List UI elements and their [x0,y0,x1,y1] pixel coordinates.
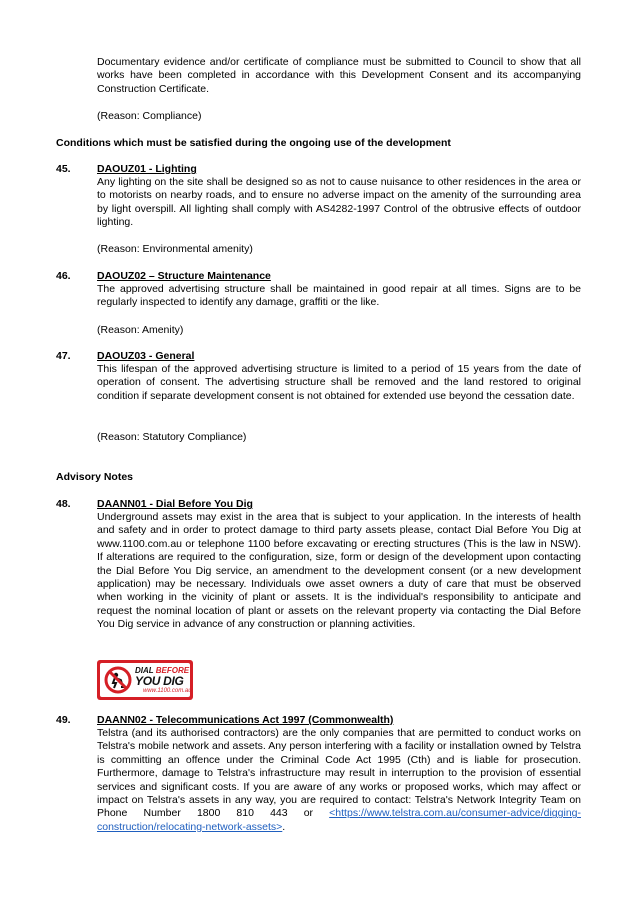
advisory-body-telecommunications-act [97,727,581,834]
condition-title-general: DAOUZ03 - General [97,350,195,362]
condition-reason-lighting: (Reason: Environmental amenity) [97,243,253,255]
section-heading-advisory-notes: Advisory Notes [56,471,134,483]
intro-paragraph: Documentary evidence and/or certificate of compliance must be submitted to Council to show that all works have been completed in accordance with this Development Consent and its accompanying Construction Certificate. [97,56,581,95]
logo-line1: DIAL BEFORE [135,666,190,675]
condition-title-lighting: DAOUZ01 - Lighting [97,163,197,175]
section-heading-ongoing-use: Conditions which must be satisfied during the ongoing use of the development [56,137,451,149]
condition-number: 47. [56,350,71,362]
condition-body-lighting: Any lighting on the site shall be designed so as not to cause nuisance to other residences in the area or to motorists on nearby roads, and to ensure no adverse impact on the amenity of the surrounding area by light overspill. All lighting shall comply with AS4282-1997 Control of the obtrusive effects of outdoor lighting. [97,176,581,229]
condition-reason-structure-maintenance: (Reason: Amenity) [97,324,184,336]
intro-reason: (Reason: Compliance) [97,110,202,122]
logo-line3: www.1100.com.au [143,688,192,694]
dial-before-you-dig-logo [97,660,193,700]
advisory-number: 49. [56,714,71,726]
advisory-body-dial-before-you-dig: Underground assets may exist in the area that is subject to your application. In the interests of health and safety and in order to protect damage to third party assets please, contact Dial Before You Dig at www.1100.com.au or telephone 1100 before excavating or erecting structures (This is the law in NSW). If alterations are required to the configuration, size, form or design of the development upon contacting the Dial Before You Dig service, an amendment to the development consent (or a new development application) may be necessary. Individuals owe asset owners a duty of care that must be observed when working in the vicinity of plant or assets. It is the individual's responsibility to anticipate and request the nominal location of plant or assets on the relevant property via contacting the Dial Before You Dig service in advance of any construction or planning activities. [97,511,581,631]
condition-title-structure-maintenance: DAOUZ02 – Structure Maintenance [97,270,271,282]
logo-panel [100,663,190,697]
condition-body-general: This lifespan of the approved advertising structure is limited to a period of 15 years from the date of operation of consent. The advertising structure shall be removed and the land restored to original condition if separate development consent is not obtained for extended use beyond the cessation date. [97,363,581,402]
advisory-title-dial-before-you-dig: DAANN01 - Dial Before You Dig [97,498,253,510]
logo-line2: YOU DIG [135,674,184,688]
advisory-title-telecommunications-act: DAANN02 - Telecommunications Act 1997 (Commonwealth) [97,714,394,726]
condition-reason-general: (Reason: Statutory Compliance) [97,431,247,443]
no-digging-icon [104,666,132,694]
condition-number: 46. [56,270,71,282]
advisory-body-text: Telstra (and its authorised contractors) are the only companies that are permitted to conduct works on Telstra's mobile network and assets. Any person interfering with a facility or installation owned by Telstra is committing an offence under the Criminal Code Act 1995 (Cth) and is liable for prosecution. Furthermore, damage to Telstra's infrastructure may result in interruption to the provision of essential services and significant costs. If you are aware of any works or proposed works, which may affect or impact on Telstra's assets in any way, you are required to contact: Telstra's Network Integrity Team on Phone Number 1800 810 443 or [97,727,581,820]
advisory-number: 48. [56,498,71,510]
telstra-relocating-network-assets-link[interactable]: <https://www.telstra.com.au/consumer-advice/digging-construction/relocating-network-assets> [97,807,581,833]
condition-number: 45. [56,163,71,175]
advisory-body-end: . [282,820,286,833]
condition-body-structure-maintenance: The approved advertising structure shall be maintained in good repair at all times. Signs are to be regularly inspected to identify any damage, graffiti or the like. [97,283,581,309]
